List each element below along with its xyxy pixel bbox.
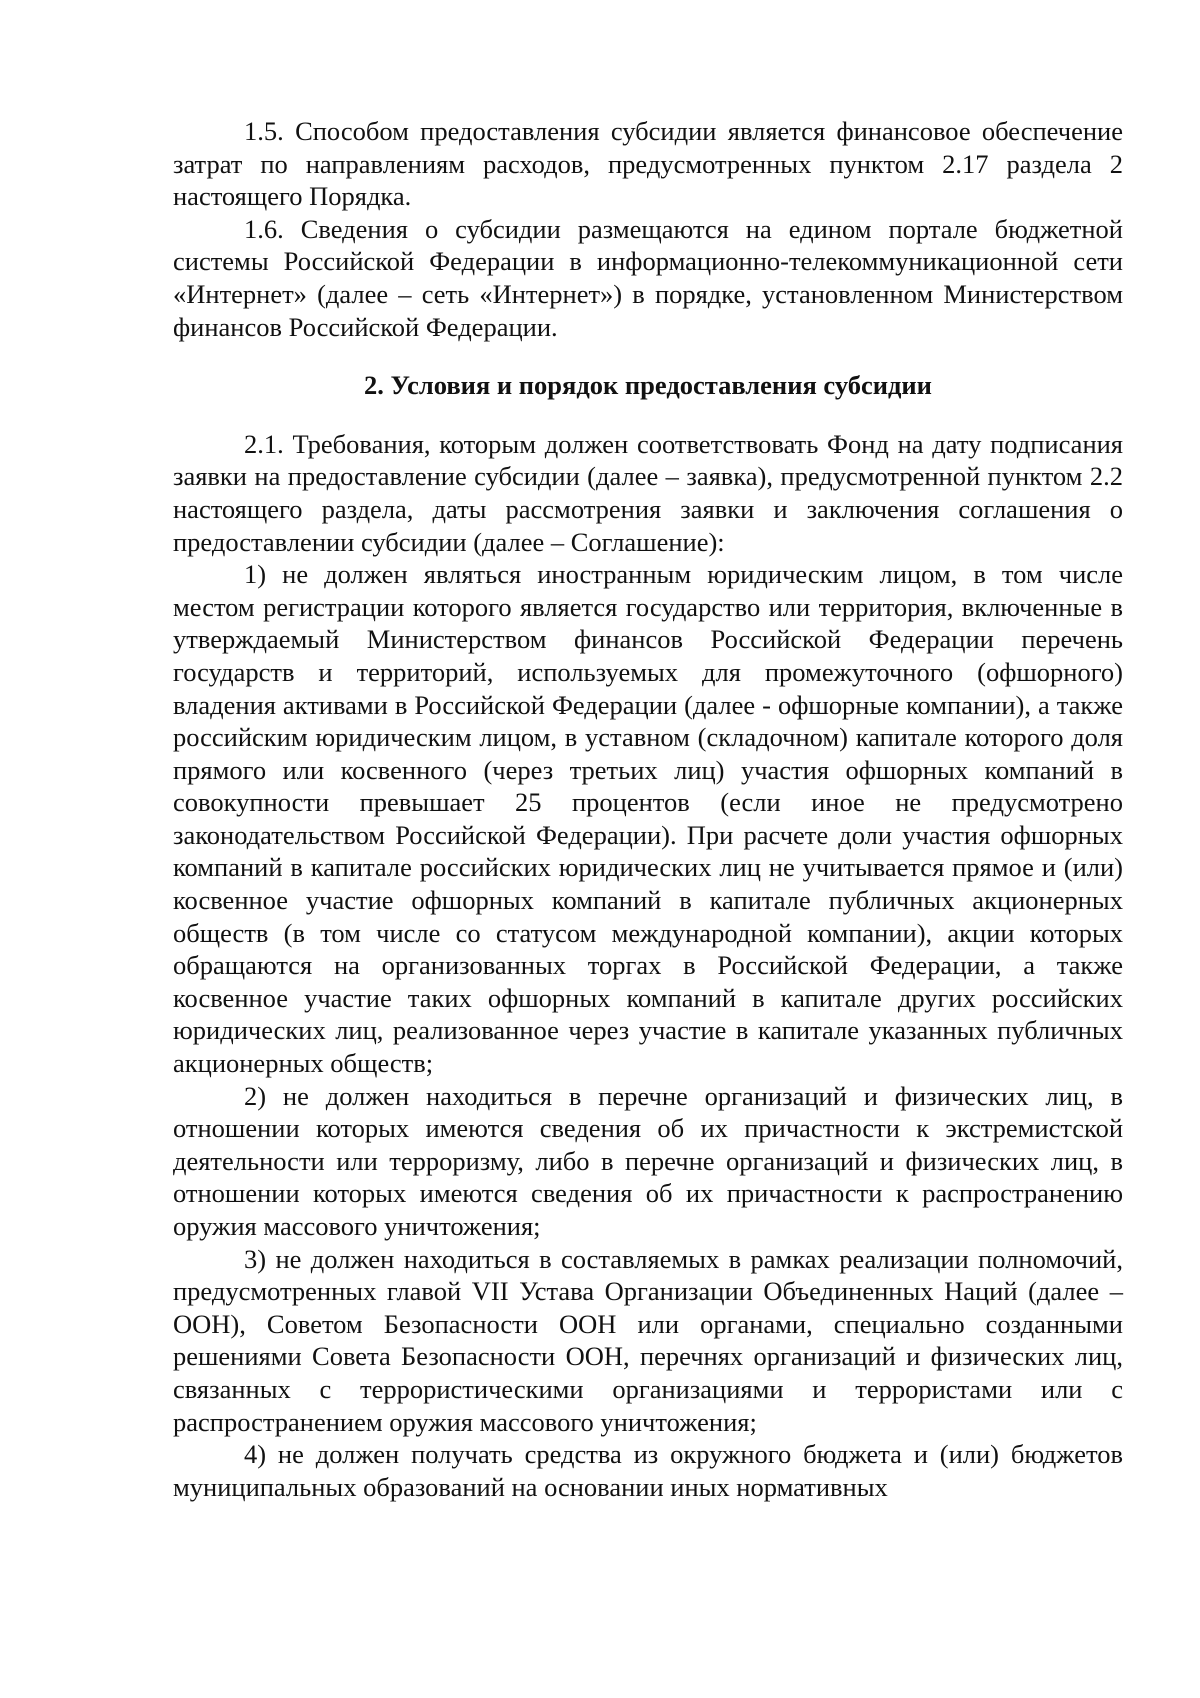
document-body bbox=[173, 115, 1123, 1503]
list-item-4: 4) не должен получать средства из окружного бюджета и (или) бюджетов муниципальных образований на основании иных нормативных bbox=[173, 1439, 1123, 1502]
list-item-2: 2) не должен находиться в перечне организаций и физических лиц, в отношении которых имеются сведения об их причастности к экстремистской деятельности или терроризму, либо в перечне организаций и физических лиц, в отношении которых имеются сведения об их причастности к распространению оружия массового уничтожения; bbox=[173, 1080, 1123, 1241]
list-item-3: 3) не должен находиться в составляемых в рамках реализации полномочий, предусмотренных главой VII Устава Организации Объединенных Наций (далее – ООН), Советом Безопасности ООН или органами, специально созданными решениями Совета Безопасности ООН, перечнях организаций и физических лиц, связанных с террористическими организациями и террористами или с распространением оружия массового уничтожения; bbox=[173, 1243, 1123, 1437]
list-item-1: 1) не должен являться иностранным юридическим лицом, в том числе местом регистрации которого является государство или территория, включенные в утверждаемый Министерством финансов Российской Федерации перечень государств и территорий, используемых для промежуточного (офшорного) владения активами в Российской Федерации (далее - офшорные компании), а также российским юридическим лицом, в уставном (складочном) капитале которого доля прямого или косвенного (через третьих лиц) участия офшорных компаний в совокупности превышает 25 процентов (если иное не предусмотрено законодательством Российской Федерации). При расчете доли участия офшорных компаний в капитале российских юридических лиц не учитывается прямое и (или) косвенное участие офшорных компаний в капитале публичных акционерных обществ (в том числе со статусом международной компании), акции которых обращаются на организованных торгах в Российской Федерации, а также косвенное участие таких офшорных компаний в капитале других российских юридических лиц, реализованное через участие в капитале указанных публичных акционерных обществ; bbox=[173, 559, 1123, 1079]
paragraph-1-5: 1.5. Способом предоставления субсидии является финансовое обеспечение затрат по направлениям расходов, предусмотренных пунктом 2.17 раздела 2 настоящего Порядка. bbox=[173, 116, 1123, 212]
paragraph-1-6: 1.6. Сведения о субсидии размещаются на едином портале бюджетной системы Российской Федерации в информационно-телекоммуникационной сети «Интернет» (далее – сеть «Интернет») в порядке, установленном Министерством финансов Российской Федерации. bbox=[173, 213, 1123, 342]
section-heading: 2. Условия и порядок предоставления субсидии bbox=[364, 370, 932, 401]
paragraph-2-1: 2.1. Требования, которым должен соответствовать Фонд на дату подписания заявки на предоставление субсидии (далее – заявка), предусмотренной пунктом 2.2 настоящего раздела, даты рассмотрения заявки и заключения соглашения о предоставлении субсидии (далее – Соглашение): bbox=[173, 428, 1123, 557]
